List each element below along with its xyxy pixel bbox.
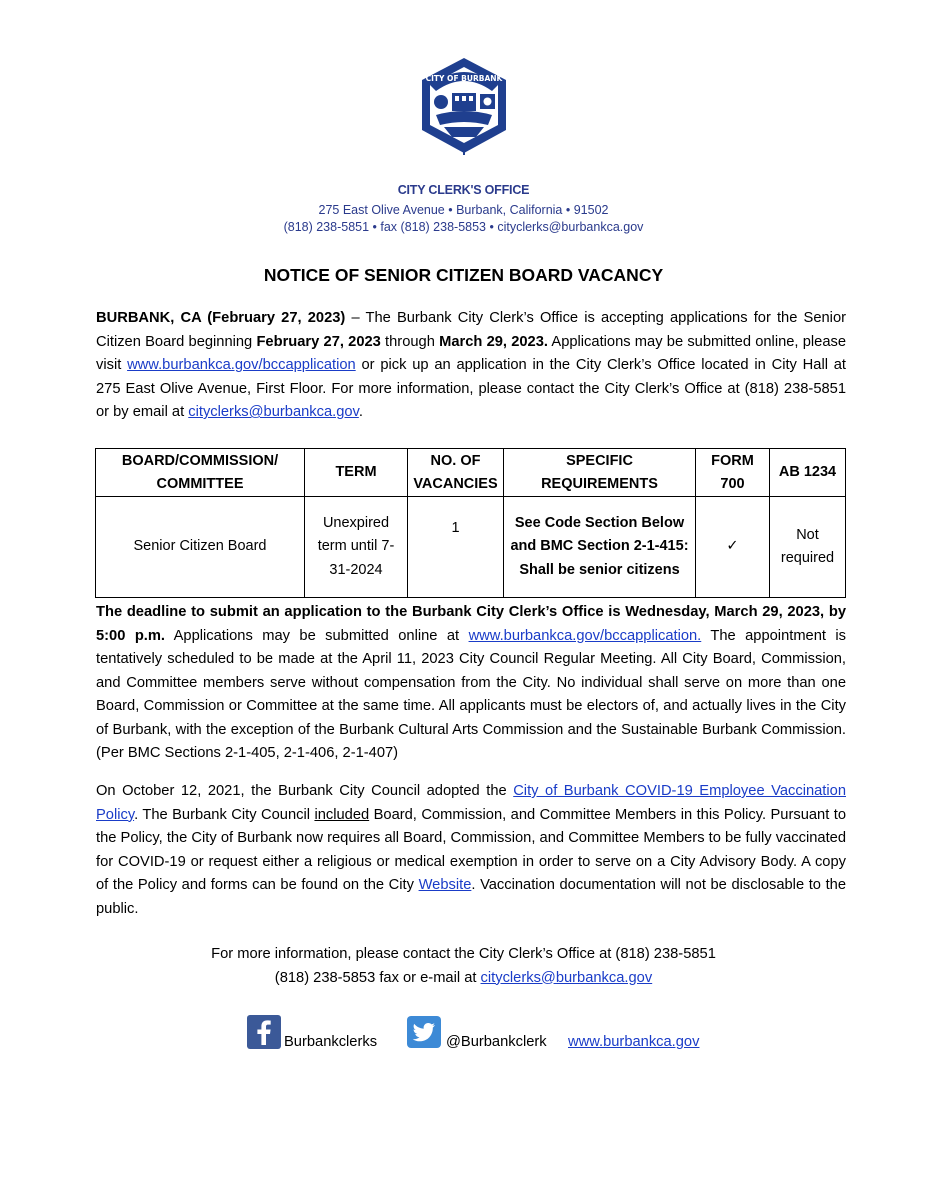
cell-board: Senior Citizen Board [96,497,305,598]
application-link-2[interactable]: www.burbankca.gov/bccapplication. [468,627,702,644]
twitter-icon[interactable] [407,1016,441,1048]
contact-block [0,943,927,990]
covid-text: . Vaccination documentation will not be disclosable to the public. [96,877,846,917]
intro-text: or pick up an application in the City Clerk’s Office located in City Hall at 275 East Olive Avenue, First Floor. For more information, please contact the City Clerk’s Office at (818) 238-5851 or by email at [96,357,846,420]
deadline-text: Applications may be submitted online at [165,627,469,644]
col-header-form700: FORM 700 [696,449,770,497]
intro-text: Applications may be submitted online, please visit [96,333,847,373]
covid-text: . The Burbank City Council [134,806,315,823]
table-header-row [96,449,846,497]
covid-paragraph [96,780,846,921]
dateline: BURBANK, CA (February 27, 2023) [96,310,346,326]
col-header-board: BOARD/COMMISSION/ COMMITTEE [96,449,305,497]
cell-form700-check: ✓ [696,497,770,598]
included-link[interactable]: included [314,806,370,823]
vacancy-table [95,448,846,598]
intro-paragraph [96,307,846,425]
start-date: February 27, 2023 [256,333,381,350]
deadline-statement: The deadline to submit an application to the Burbank City Clerk’s Office is Wednesday, March 29, 2023, by 5:00 p.m. [96,604,846,644]
cell-term: Unexpired term until 7-31-2024 [305,497,408,598]
vaccination-policy-link[interactable]: City of Burbank COVID-19 Employee Vaccination Policy [96,783,846,823]
table-row [96,497,846,598]
col-header-requirements: SPECIFIC REQUIREMENTS [504,449,696,497]
twitter-handle[interactable]: @Burbankclerk [446,1034,547,1050]
deadline-text: The appointment is tentatively scheduled to be made at the April 11, 2023 City Council Regular Meeting. All City Board, Commission, and Committee members serve without compensation from the City. No individual shall serve on more than one Board, Commission or Committee at the same time. All applicants must be electors of, and actually lives in the City of Burbank, with the exception of the Burbank Cultural Arts Commission and the Sustainable Burbank Commission. (Per BMC Sections 2-1-405, 2-1-406, 2-1-407) [96,627,846,761]
col-header-vacancies: NO. OF VACANCIES [408,449,504,497]
website-link[interactable]: Website [418,877,472,893]
covid-text: Board, Commission, and Committee Members in this Policy. Pursuant to the Policy, the City of Burbank now requires all Board, Commission, and Committee Members to be fully vaccinated for COVID-19 or request either a religious or medical exemption in order to serve on a City Advisory Body. A copy of the Policy and forms can be found on the City [96,806,846,893]
office-phone-line: (818) 238-5851 • fax (818) 238-5853 • cityclerks@burbankca.gov [283,220,644,234]
office-address: 275 East Olive Avenue • Burbank, California • 91502 [318,203,609,217]
end-date: March 29, 2023. [439,333,548,350]
website-url-link[interactable]: www.burbankca.gov [568,1034,700,1050]
office-name: CITY CLERK'S OFFICE [397,183,530,197]
notice-title: NOTICE OF SENIOR CITIZEN BOARD VACANCY [263,265,664,285]
col-header-ab1234: AB 1234 [770,449,846,497]
cell-ab1234: Not required [770,497,846,598]
intro-text: through [380,333,440,350]
facebook-handle[interactable]: Burbankclerks [284,1034,378,1050]
contact-email-link[interactable]: cityclerks@burbankca.gov [480,969,653,986]
contact-line-2 [0,967,927,991]
application-link[interactable]: www.burbankca.gov/bccapplication [127,357,356,373]
facebook-icon[interactable] [247,1015,281,1049]
email-link[interactable]: cityclerks@burbankca.gov [188,404,359,420]
logo-arc-text: CITY OF BURBANK [425,74,503,83]
col-header-term: TERM [305,449,408,497]
covid-text: On October 12, 2021, the Burbank City Council adopted the [96,783,514,799]
cell-vacancies: 1 [408,497,504,598]
intro-text: . [358,404,363,420]
contact-line-1: For more information, please contact the City Clerk’s Office at (818) 238-5851 [211,946,716,962]
deadline-paragraph [96,601,846,766]
cell-requirements: See Code Section Below and BMC Section 2-1-415: Shall be senior citizens [504,497,696,598]
contact-line-2-text: (818) 238-5853 fax or e-mail at [274,969,481,986]
intro-text: – The Burbank City Clerk’s Office is accepting applications for the Senior Citizen Board beginning [96,310,846,350]
city-seal-logo [414,55,514,160]
